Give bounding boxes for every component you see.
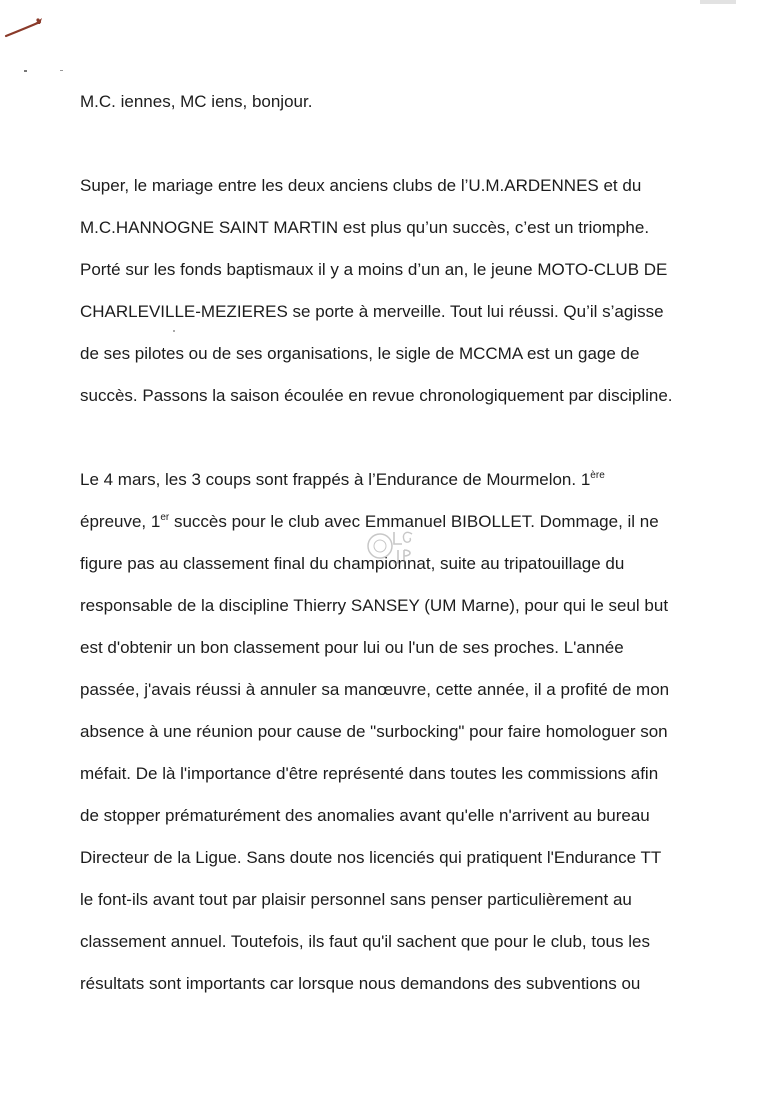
paragraph-2-line bbox=[80, 470, 605, 490]
paragraph-1-line: de ses pilotes ou de ses organisations, le sigle de MCCMA est un gage de bbox=[80, 344, 640, 363]
paragraph-2-line: Directeur de la Ligue. Sans doute nos licenciés qui pratiquent l'Endurance TT bbox=[80, 848, 662, 867]
scan-speck bbox=[700, 0, 736, 4]
paragraph-2-line: absence à une réunion pour cause de "surbocking" pour faire homologuer son bbox=[80, 722, 668, 741]
scan-speck bbox=[24, 70, 27, 72]
paragraph-2-line: classement annuel. Toutefois, ils faut qu'il sachent que pour le club, tous les bbox=[80, 932, 650, 951]
stamp-icon bbox=[364, 526, 416, 566]
greeting: M.C. iennes, MC iens, bonjour. bbox=[80, 92, 313, 111]
paragraph-2-line: est d'obtenir un bon classement pour lui ou l'un de ses proches. L'année bbox=[80, 638, 624, 657]
paragraph-2-text: épreuve, 1 bbox=[80, 512, 161, 531]
paragraph-2-text: Le 4 mars, les 3 coups sont frappés à l’Endurance de Mourmelon. 1 bbox=[80, 470, 591, 489]
superscript: er bbox=[160, 512, 170, 523]
scan-speck bbox=[173, 330, 175, 332]
paragraph-1-line: Porté sur les fonds baptismaux il y a moins d’un an, le jeune MOTO-CLUB DE bbox=[80, 260, 668, 279]
paragraph-2-line: résultats sont importants car lorsque nous demandons des subventions ou bbox=[80, 974, 641, 993]
paragraph-1-line: CHARLEVILLE-MEZIERES se porte à merveille. Tout lui réussi. Qu’il s’agisse bbox=[80, 302, 664, 321]
superscript: ère bbox=[590, 470, 605, 481]
pen-stroke-icon bbox=[4, 14, 48, 40]
paragraph-2-line: passée, j'avais réussi à annuler sa manœuvre, cette année, il a profité de mon bbox=[80, 680, 670, 699]
scan-speck bbox=[60, 70, 63, 71]
paragraph-1-line: M.C.HANNOGNE SAINT MARTIN est plus qu’un succès, c’est un triomphe. bbox=[80, 218, 650, 237]
paragraph-1-line: Super, le mariage entre les deux anciens clubs de l’U.M.ARDENNES et du bbox=[80, 176, 642, 195]
paragraph-2-line: de stopper prématurément des anomalies avant qu'elle n'arrivent au bureau bbox=[80, 806, 650, 825]
paragraph-2-text: succès pour le club avec Emmanuel BIBOLLET. Dommage, il ne bbox=[169, 512, 659, 531]
paragraph-2-line: méfait. De là l'importance d'être représenté dans toutes les commissions afin bbox=[80, 764, 659, 783]
paragraph-1-line: succès. Passons la saison écoulée en revue chronologiquement par discipline. bbox=[80, 386, 673, 405]
paragraph-2-line: le font-ils avant tout par plaisir personnel sans penser particulièrement au bbox=[80, 890, 632, 909]
paragraph-2-line: responsable de la discipline Thierry SANSEY (UM Marne), pour qui le seul but bbox=[80, 596, 669, 615]
paragraph-2-line: figure pas au classement final du championnat, suite au tripatouillage du bbox=[80, 554, 625, 573]
